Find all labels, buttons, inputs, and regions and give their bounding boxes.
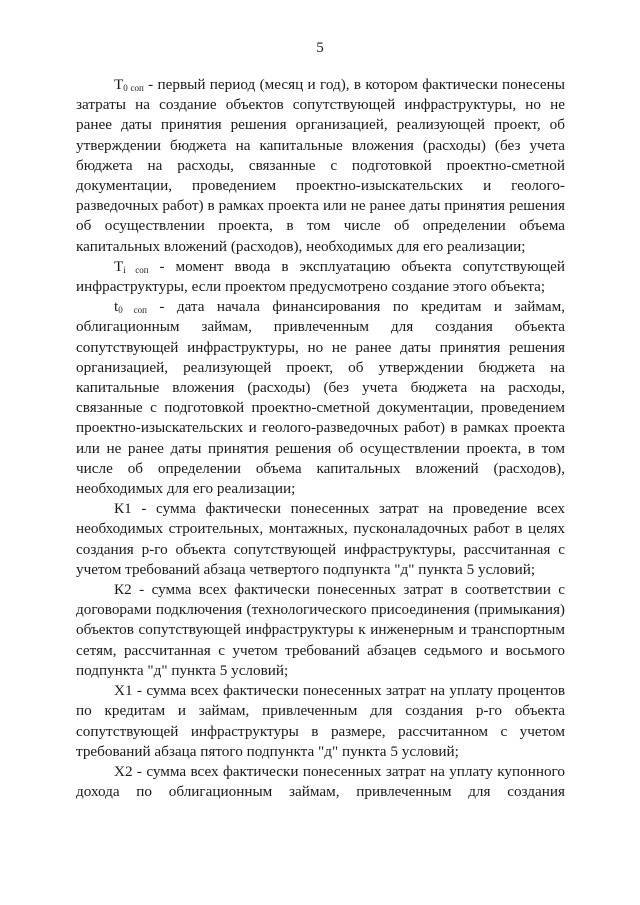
paragraph-k1-definition	[76, 499, 565, 580]
paragraph-text: К2 - сумма всех фактически понесенных затрат в соответствии с договорами подключения (технологического присоединения (примыкания) объектов сопутствующей инфраструктуры к инженерным и транспортным сетям, рассчитанная с учетом требований абзацев седьмого и восьмого подпункта "д" пункта 5 условий;	[76, 581, 565, 679]
paragraph-ti-definition	[76, 257, 565, 297]
paragraph-text: - дата начала финансирования по кредитам и займам, облигационным займам, привлеченным для создания объекта сопутствующей инфраструктуры, но не ранее даты принятия решения организацией, реализующей проект, об утверждении бюджета на капитальные вложения (расходы) (без учета бюджета на расходы, связанные с подготовкой проектно-сметной документации, проведением проектно-изыскательских и геолого-разведочных работ) в рамках проекта или не ранее даты принятия решения об осуществлении проекта, в том числе об определении объема капитальных вложений (расходов), необходимых для его реализации;	[76, 298, 566, 498]
paragraph-text: К1 - сумма фактически понесенных затрат на проведение всех необходимых строительных, монтажных, пусконаладочных работ в целях создания р-го объекта сопутствующей инфраструктуры, рассчитанная с учетом требований абзаца четвертого подпункта "д" пункта 5 условий;	[76, 500, 565, 578]
term-symbol: $T_{i соп}$	[114, 257, 149, 275]
paragraph-text: - первый период (месяц и год), в котором фактически понесены затраты на создание объектов сопутствующей инфраструктуры, но не ранее даты принятия решения организацией, реализующей проект, об утверждении бюджета на капитальные вложения (расходы) (без учета бюджета на расходы, связанные с подготовкой проектно-сметной документации, проведением проектно-изыскательских и геолого-разведочных работ) в рамках проекта или не ранее даты принятия решения об осуществлении проекта, в том числе об определении объема капитальных вложений (расходов), необходимых для его реализации;	[76, 76, 566, 255]
document-body	[76, 75, 565, 802]
paragraph-t0-definition	[76, 75, 565, 257]
paragraph-t0-start-definition	[76, 297, 565, 499]
term-symbol: $T_{0 соп}$	[114, 76, 144, 93]
paragraph-text: Х1 - сумма всех фактически понесенных затрат на уплату процентов по кредитам и займам, привлеченным для создания р-го объекта сопутствующей инфраструктуры в размере, рассчитанном с учетом требований абзаца пятого подпункта "д" пункта 5 условий;	[76, 682, 565, 760]
paragraph-text: Х2 - сумма всех фактически понесенных затрат на уплату купонного дохода по облигационным займам, привлеченным для создания	[76, 762, 565, 801]
page-number: 5	[316, 40, 324, 56]
paragraph-x1-definition	[76, 681, 565, 762]
term-symbol: $t_{0 соп}$	[114, 298, 147, 316]
paragraph-k2-definition	[76, 580, 565, 681]
paragraph-x2-definition	[76, 762, 565, 802]
paragraph-text: - момент ввода в эксплуатацию объекта сопутствующей инфраструктуры, если проектом предусмотрено создание этого объекта;	[76, 257, 566, 296]
